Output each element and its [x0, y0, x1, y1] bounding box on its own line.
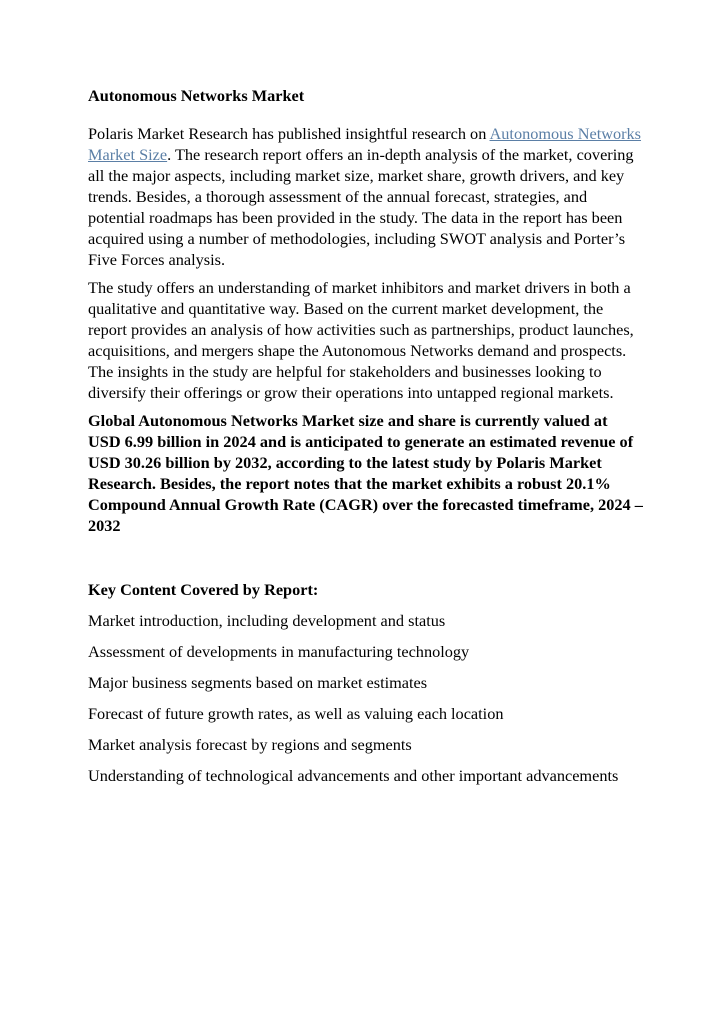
list-item: Understanding of technological advancements and other important advancements — [88, 766, 619, 785]
intro-text-after-link: . The research report offers an in-depth analysis of the market, covering all the major aspects, including market size, market share, growth drivers, and key trends. Besides, a thorough assessment of the annual forecast, strategies, and potential roadmaps has been provided in the study. The data in the report has been acquired using a number of methodologies, including SWOT analysis and Porter’s Five Forces analysis. — [88, 145, 634, 269]
intro-paragraph — [88, 123, 644, 270]
market-size-link[interactable]: Autonomous Networks Market Size — [88, 124, 642, 164]
market-analysis-paragraph: The study offers an understanding of market inhibitors and market drivers in both a qualitative and quantitative way. Based on the current market development, the report provides an analysis of how activities such as partnerships, product launches, acquisitions, and mergers shape the Autonomous Networks demand and prospects. The insights in the study are helpful for stakeholders and businesses looking to diversify their offerings or grow their operations into untapped regional markets. — [88, 278, 634, 402]
intro-text-before-link: Polaris Market Research has published insightful research on — [88, 124, 490, 143]
list-item: Market analysis forecast by regions and segments — [88, 735, 412, 754]
list-item: Forecast of future growth rates, as well as valuing each location — [88, 704, 504, 723]
market-valuation-summary: Global Autonomous Networks Market size and share is currently valued at USD 6.99 billion in 2024 and is anticipated to generate an estimated revenue of USD 30.26 billion by 2032, according to the latest study by Polaris Market Research. Besides, the report notes that the market exhibits a robust 20.1% Compound Annual Growth Rate (CAGR) over the forecasted timeframe, 2024 – 2032 — [88, 411, 643, 535]
list-item: Market introduction, including development and status — [88, 611, 446, 630]
list-item: Assessment of developments in manufacturing technology — [88, 642, 470, 661]
list-item: Major business segments based on market estimates — [88, 673, 428, 692]
document-title: Autonomous Networks Market — [88, 86, 305, 105]
document-page — [88, 85, 644, 796]
key-content-heading: Key Content Covered by Report: — [88, 580, 319, 599]
